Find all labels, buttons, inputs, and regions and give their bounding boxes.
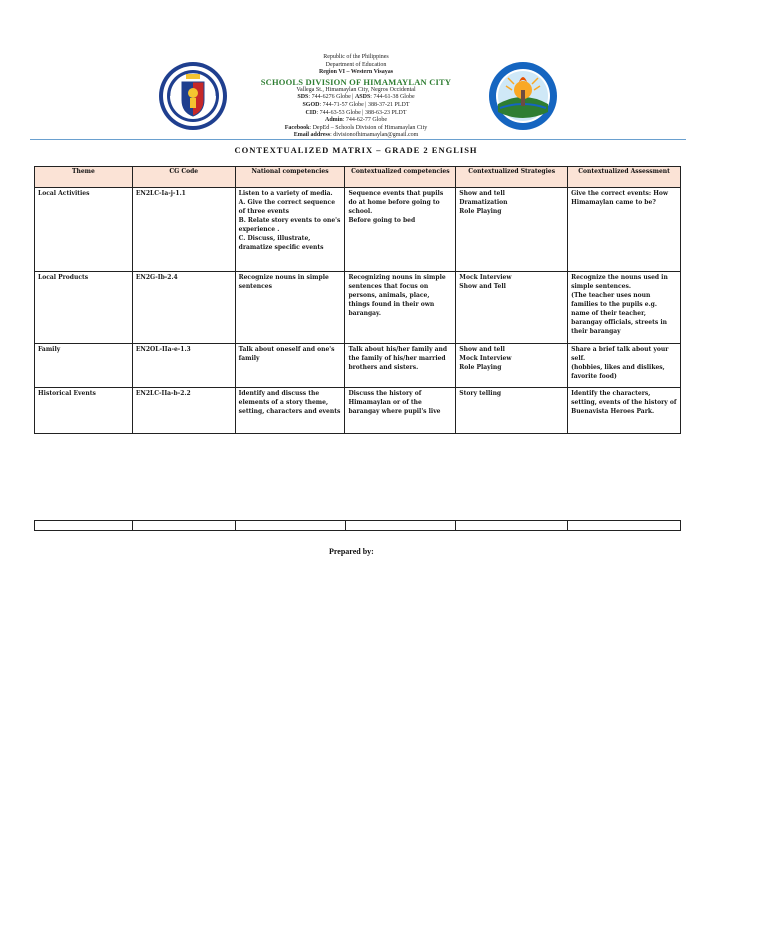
cell-line: Identify and discuss the elements of a story theme, setting, characters and events <box>238 390 341 415</box>
blank-cell <box>345 521 456 531</box>
cell-line: Discuss the history of Himamaylan or of the barangay where pupil's live <box>348 390 441 415</box>
letterhead-admin-line <box>228 117 484 125</box>
cell-theme: Local Activities <box>35 188 133 272</box>
cell-contextualized <box>345 388 456 434</box>
header-contextualized-assessment: Contextualized Assessment <box>568 167 681 188</box>
cell-strategies <box>456 272 568 344</box>
letterhead-republic: Republic of the Philippines <box>323 54 389 60</box>
blank-cell <box>132 521 235 531</box>
cell-theme: Historical Events <box>35 388 133 434</box>
cell-line: Recognize nouns in simple sentences <box>238 274 329 290</box>
cell-line: Role Playing <box>459 364 502 371</box>
cell-line: (The teacher uses noun families to the pupils e.g. name of their teacher, barangay officials, streets in their barangay <box>571 292 667 335</box>
asds-label: ASDS <box>354 94 371 101</box>
cell-line: C. Discuss, illustrate, dramatize specific events <box>238 235 324 251</box>
cell-cg-code: EN2LC-Ia-j-1.1 <box>132 188 235 272</box>
letterhead-region: Region VI – Western Visayas <box>318 69 394 76</box>
cell-line: Talk about his/her family and the family of his/her married brothers and sisters. <box>348 346 448 371</box>
table-row <box>35 188 681 272</box>
cell-line: (hobbies, likes and dislikes, favorite food) <box>571 364 665 380</box>
asds-value: : 744-61-38 Globe <box>370 94 415 101</box>
cell-line: A. Give the correct sequence of three events <box>238 199 336 215</box>
cell-assessment <box>568 344 681 388</box>
header-national-competencies: National competencies <box>235 167 345 188</box>
cell-line: Talk about oneself and one's family <box>238 346 335 362</box>
blank-cell <box>568 521 681 531</box>
blank-cell <box>456 521 568 531</box>
cell-assessment <box>568 188 681 272</box>
blank-cell <box>235 521 345 531</box>
cell-line: Show and tell <box>459 190 505 197</box>
letterhead <box>228 54 484 140</box>
cell-contextualized <box>345 188 456 272</box>
cell-line: Recognizing nouns in simple sentences that focus on persons, animals, place, things found in their own barangay. <box>348 274 446 317</box>
cell-contextualized <box>345 272 456 344</box>
header-theme: Theme <box>35 167 133 188</box>
cell-assessment <box>568 272 681 344</box>
table-row <box>35 344 681 388</box>
letterhead-divider <box>30 139 686 140</box>
sgod-value: : 744-71-57 Globe | 388-37-21 PLDT <box>319 101 410 108</box>
cell-national <box>235 388 345 434</box>
cell-line: Give the correct events: How Himamaylan came to be? <box>571 190 669 206</box>
email-value: : divisionofhimamaylan@gmail.com <box>330 132 419 139</box>
facebook-value: : DepEd – Schools Division of Himamaylan City <box>309 124 428 131</box>
cell-line: Dramatization <box>459 199 508 206</box>
cell-theme: Local Products <box>35 272 133 344</box>
email-label: Email address <box>293 132 331 139</box>
letterhead-cid-line <box>228 110 484 118</box>
admin-value: : 744-62-77 Globe <box>342 117 387 124</box>
cell-theme: Family <box>35 344 133 388</box>
cell-line: Share a brief talk about your self. <box>571 346 669 362</box>
cell-strategies <box>456 188 568 272</box>
cell-line: Show and tell <box>459 346 505 353</box>
cell-line: Sequence events that pupils do at home before going to school. <box>348 190 444 215</box>
cell-cg-code: EN2G-Ib-2.4 <box>132 272 235 344</box>
cell-line: Story telling <box>459 390 502 397</box>
header-contextualized-strategies: Contextualized Strategies <box>456 167 568 188</box>
cell-line: Identify the characters, setting, events of the history of Buenavista Heroes Park. <box>571 390 677 415</box>
letterhead-sgod-line <box>228 102 484 110</box>
cid-value: : 744-63-53 Globe | 388-63-23 PLDT <box>316 109 407 116</box>
table-header-row <box>35 167 681 188</box>
cell-strategies <box>456 388 568 434</box>
cell-line: Mock Interview <box>459 274 512 281</box>
sds-label: SDS <box>297 94 309 101</box>
cell-cg-code: EN2LC-IIa-b-2.2 <box>132 388 235 434</box>
blank-row <box>35 521 681 531</box>
cell-contextualized <box>345 344 456 388</box>
cell-strategies <box>456 344 568 388</box>
admin-label: Admin <box>325 117 343 124</box>
cell-national <box>235 188 345 272</box>
letterhead-division: SCHOOLS DIVISION OF HIMAMAYLAN CITY <box>260 76 452 87</box>
cell-line: Role Playing <box>459 208 502 215</box>
cell-line: Before going to bed <box>348 217 416 224</box>
letterhead-address: Vallega St., Himamaylan City, Negros Occidental <box>296 86 416 93</box>
cell-line: Mock Interview <box>459 355 512 362</box>
header-cg-code: CG Code <box>132 167 235 188</box>
table-row <box>35 388 681 434</box>
letterhead-department: Department of Education <box>325 61 387 68</box>
facebook-label: Facebook <box>284 124 310 131</box>
cell-national <box>235 344 345 388</box>
blank-table-row <box>34 520 681 531</box>
contextualized-matrix-table <box>34 166 681 434</box>
table-row <box>35 272 681 344</box>
letterhead-sds-line <box>228 94 484 102</box>
cell-cg-code: EN2OL-IIa-e-1.3 <box>132 344 235 388</box>
document-title: CONTEXTUALIZED MATRIX – GRADE 2 ENGLISH <box>234 145 478 155</box>
deped-seal-logo <box>158 60 228 132</box>
sds-value: : 744-6276 Globe | <box>308 94 354 101</box>
cell-line: B. Relate story events to one's experience . <box>238 217 341 233</box>
division-seal-logo <box>488 60 558 132</box>
cell-assessment <box>568 388 681 434</box>
cell-line: Listen to a variety of media. <box>238 190 333 197</box>
header-contextualized-competencies: Contextualized competencies <box>345 167 456 188</box>
cell-national <box>235 272 345 344</box>
cell-line: Show and Tell <box>459 283 506 290</box>
blank-cell <box>35 521 133 531</box>
cid-label: CID <box>305 109 317 116</box>
prepared-by-label: Prepared by: <box>329 547 374 556</box>
sgod-label: SGOD <box>302 101 320 108</box>
cell-line: Recognize the nouns used in simple sentences. <box>571 274 668 290</box>
